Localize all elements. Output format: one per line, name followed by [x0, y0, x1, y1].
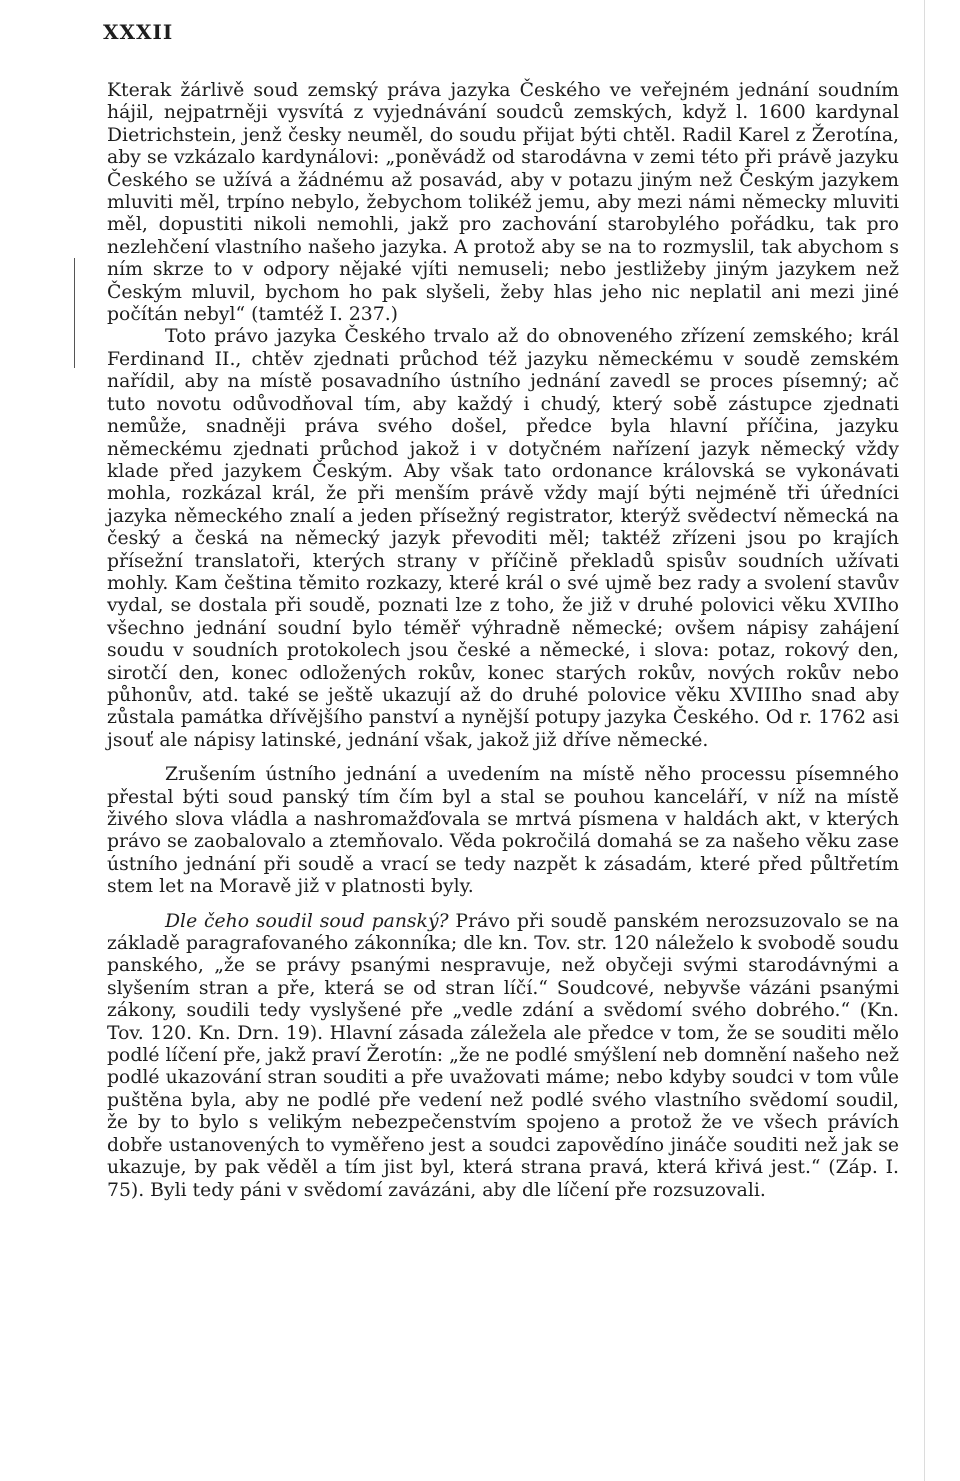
- paragraph-2: Toto právo jazyka Českého trvalo až do obnoveného zřízení zemského; král Ferdinand II., chtěv zjednati průchod též jazyku německému v soudě zemském nařídil, aby na místě posavadního ústního jednání zavedl se proces písemný; ač tuto novotu odůvodňoval tím, aby každý i chudý, který sobě zástupce zjednati nemůže, snadněji práva svého došel, předce byla hlavní příčina, jazyku německému zjednati průchod jakož i v dotyčném nařízení jazyk německý vždy klade před jazykem Českým. Aby však tato ordonance královská se vykonávati mohla, rozkázal král, že při menším právě vždy mají býti nejméně tři úředníci jazyka německého znalí a jeden přísežný registrator, kterýž svědectví německá na český a česká na německý jazyk převoditi měl; taktéž zřízeni jsou po krajích přísežní translatoři, kterých strany v příčině překladů spisův soudních užívati mohly. Kam čeština těmito rozkazy, které král o své ujmě bez rady a svolení stavův vydal, se dostala při soudě, poznati lze z toho, že již v druhé polovici věku XVIIho všechno jednání soudní bylo téměř výhradně německé; ovšem nápisy zahájení soudu v soudních protokolech jsou české a německé, i slova: potaz, rokový den, sirotčí den, konec odložených rokův, konec starých rokův, nových rokův nebo půhonův, atd. také se ještě ukazují až do druhé polovice věku XVIIIho snad aby zůstala památka dřívějšího panství a nynější potupy jazyka Českého. Od r. 1762 asi jsouť ale nápisy latinské, jednání však, jakož již dříve německé.: [107, 326, 899, 751]
- paragraph-3: Zrušením ústního jednání a uvedením na místě něho processu písemného přestal býti soud panský tím čím byl a stal se pouhou kanceláří, v níž na místě živého slova vládla a nashromažďovala se mrtvá písmena v haldách akt, v kterých právo se zaobalovalo a ztemňovalo. Věda pokročilá domahá se za našeho věku zase ústního jednání při soudě a vrací se tedy nazpět k zásadám, které před půltřetím stem let na Moravě již v platnosti byly.: [107, 764, 899, 898]
- page-number: XXXII: [103, 20, 174, 44]
- margin-pencil-line: [74, 258, 75, 368]
- page-edge-line: [924, 0, 925, 1481]
- paragraph-1: Kterak žárlivě soud zemský práva jazyka Českého ve veřejném jednání soudním hájil, nejpatrněji vysvítá z vyjednávání soudců zemských, když l. 1600 kardynal Dietrichstein, jenž česky neuměl, do soudu přijat býti chtěl. Radil Karel z Žerotína, aby se vzkázalo kardynálovi: „poněvádž od starodávna v zemi této při právě jazyku Českého se užívá a žádnému až posavád, aby v potazu jiným než Českým jazykem mluviti měl, trpíno nebylo, žebychom tolikéž jemu, aby mezi námi německy mluviti měl, dopustiti nikoli nemohli, jakž pro zachování starobylého pořádku, tak pro nezlehčení vlastního našeho jazyka. A protož aby se na to rozmyslil, tak abychom s ním skrze to v odpory nějaké vjíti nemuseli; nebo jestližeby jiným jazykem než Českým mluvil, bychom ho pak slyšeli, žeby hlas jeho nic neplatil ani mezi jiné počítán nebyl“ (tamtéž I. 237.): [107, 80, 899, 326]
- paragraph-4-body: Právo při soudě panském nerozsuzovalo se na základě paragrafovaného zákonníka; dle kn. Tov. str. 120 náleželo k svobodě soudu panského, „že se právy psanými nespravuje, než obyčeji svými starodávnými a slyšením stran a pře, která se od stran líčí.“ Soudcové, nebyvše vázáni psanými zákony, soudili tedy vyslyšené pře „vedle zdání a svědomí svého dobrého.“ (Kn. Tov. 120. Kn. Drn. 19). Hlavní zásada záležela ale předce v tom, že se souditi mělo podlé líčení pře, jakž praví Žerotín: „že ne podlé smýšlení neb domnění našeho než podlé ukazování stran souditi a pře uvažovati máme; nebo kdyby soudci v tom vůle puštěna byla, aby ne podlé pře vedení než podlé svého vlastního svědomí soudil, že by to bylo s velikým nebezpečenstvím spojeno a protož že ve všech právích dobře ustanovených to vyměřeno jest a soudci zapovědíno jináče souditi než jak se ukazuje, by pak věděl a tím jist byl, která strana pravá, která křivá jest.“ (Záp. I. 75). Byli tedy páni v svědomí zavázáni, aby dle líčení pře rozsuzovali.: [107, 910, 899, 1201]
- body-text: [107, 80, 899, 1202]
- section-question-italic: Dle čeho soudil soud panský?: [165, 910, 449, 932]
- paragraph-4: [107, 911, 899, 1202]
